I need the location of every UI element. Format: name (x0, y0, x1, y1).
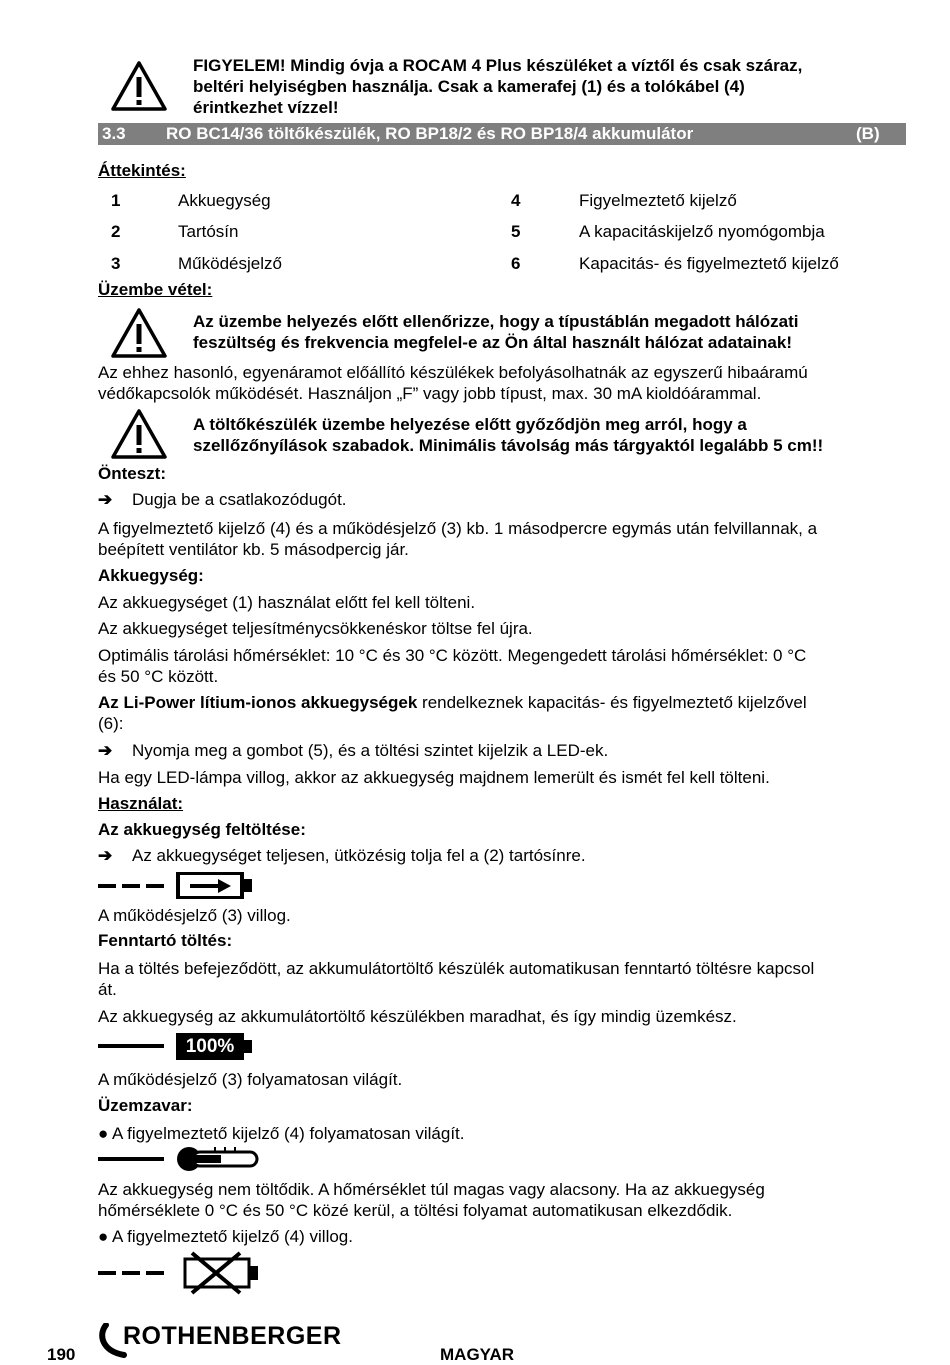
step-press-button: Nyomja meg a gombot (5), és a töltési szintet kijelzik a LED-ek. (132, 741, 609, 760)
thermometer-icon (98, 1143, 268, 1175)
warning-text-water: FIGYELEM! Mindig óvja a ROCAM 4 Plus készüléket a víztől és csak száraz, beltéri helyiségben használja. Csak a kamerafej (1) és a tolókábel (4) érintkezhet vízzel! (193, 56, 803, 117)
overview-label: A kapacitáskijelző nyomógombja (579, 222, 825, 241)
usage-heading: Használat: (98, 794, 184, 813)
overview-num: 6 (511, 254, 521, 273)
warning-text-voltage: Az üzembe helyezés előtt ellenőrizze, hogy a típustáblán megadott hálózati feszültség és frekvencia megfelel-e az Ön által használt hálózat adatainak! (193, 312, 799, 352)
battery-full-label: 100% (176, 1033, 244, 1060)
warning-icon (110, 60, 168, 112)
paragraph-selftest: A figyelmeztető kijelző (4) és a működésjelző (3) kb. 1 másodpercre egymás után felvillannak, a beépített ventilátor kb. 5 másodpercig jár. (98, 519, 818, 559)
paragraph-maintenance-ready: Az akkuegység az akkumulátortöltő készülékben maradhat, és így mindig üzemkész. (98, 1007, 737, 1026)
overview-num: 2 (111, 222, 121, 241)
overview-num: 1 (111, 191, 121, 210)
paragraph-led-blink: Ha egy LED-lámpa villog, akkor az akkuegység majdnem lemerült és ismét fel kell tölteni. (98, 768, 770, 787)
overview-num: 5 (511, 222, 521, 241)
paragraph-indicator-lit: A működésjelző (3) folyamatosan világít. (98, 1070, 403, 1089)
selftest-heading: Önteszt: (98, 464, 166, 483)
charging-heading: Az akkuegység feltöltése: (98, 820, 306, 839)
battery-full-icon (98, 1031, 258, 1061)
startup-heading: Üzembe vétel: (98, 280, 213, 299)
paragraph-battery-recharge: Az akkuegységet teljesítménycsökkenéskor töltse fel újra. (98, 619, 533, 638)
overview-label: Kapacitás- és figyelmeztető kijelző (579, 254, 839, 273)
fault-item-steady: ● A figyelmeztető kijelző (4) folyamatosan világít. (98, 1124, 465, 1143)
section-number: 3.3 (102, 124, 126, 143)
step-plug-in: Dugja be a csatlakozódugót. (132, 490, 347, 509)
paragraph-li-power: Az Li-Power lítium-ionos akkuegységek rendelkeznek kapacitás- és figyelmeztető kijelzővel (6): (98, 693, 807, 733)
paragraph-battery-charge: Az akkuegységet (1) használat előtt fel kell tölteni. (98, 593, 476, 612)
battery-heading: Akkuegység: (98, 566, 204, 585)
paragraph-fi-switch: Az ehhez hasonló, egyenáramot előállító készülékek befolyásolhatnák az egyszerű hibaáramú védőkapcsolók működését. Használjon „F” vagy jobb típust, max. 30 mA kioldóárammal. (98, 363, 808, 403)
overview-label: Figyelmeztető kijelző (579, 191, 737, 210)
maintenance-heading: Fenntartó töltés: (98, 931, 233, 950)
paragraph-temperature: Az akkuegység nem töltődik. A hőmérséklet túl magas vagy alacsony. Ha az akkuegység hőmérséklete 0 °C és 50 °C közé kerül, a töltési folyamat automatikusan elkezdődik. (98, 1180, 765, 1220)
page-number: 190 (47, 1345, 76, 1364)
overview-num: 4 (511, 191, 521, 210)
overview-heading: Áttekintés: (98, 161, 186, 180)
battery-fault-icon (98, 1250, 268, 1296)
overview-label: Működésjelző (178, 254, 282, 273)
warning-text-ventilation: A töltőkészülék üzembe helyezése előtt győződjön meg arról, hogy a szellőzőnyílások szabadok. Minimális távolság más tárgyaktól legalább 5 cm!! (193, 415, 824, 455)
fault-item-blinking: ● A figyelmeztető kijelző (4) villog. (98, 1227, 353, 1246)
arrow-icon: ➔ (98, 846, 113, 865)
language-label: MAGYAR (440, 1345, 514, 1364)
step-push-battery: Az akkuegységet teljesen, ütközésig tolja fel a (2) tartósínre. (132, 846, 586, 865)
paragraph-maintenance-auto: Ha a töltés befejeződött, az akkumulátortöltő készülék automatikusan fenntartó töltésre kapcsol át. (98, 959, 815, 999)
section-title: RO BC14/36 töltőkészülék, RO BP18/2 és RO BP18/4 akkumulátor (166, 124, 694, 143)
arrow-icon: ➔ (98, 741, 113, 760)
brand-logo: ROTHENBERGER (123, 1322, 342, 1350)
paragraph-storage-temp: Optimális tárolási hőmérséklet: 10 °C és 30 °C között. Megengedett tárolási hőmérséklet: 0 °C és 50 °C között. (98, 646, 807, 686)
arrow-icon: ➔ (98, 490, 113, 509)
warning-icon (110, 408, 168, 460)
charging-battery-arrow-icon (98, 870, 258, 902)
paragraph-indicator-blinks: A működésjelző (3) villog. (98, 906, 291, 925)
section-tag: (B) (856, 124, 880, 143)
overview-label: Akkuegység (178, 191, 271, 210)
overview-num: 3 (111, 254, 121, 273)
fault-heading: Üzemzavar: (98, 1096, 193, 1115)
section-header (98, 123, 906, 145)
overview-label: Tartósín (178, 222, 239, 241)
warning-icon (110, 307, 168, 359)
